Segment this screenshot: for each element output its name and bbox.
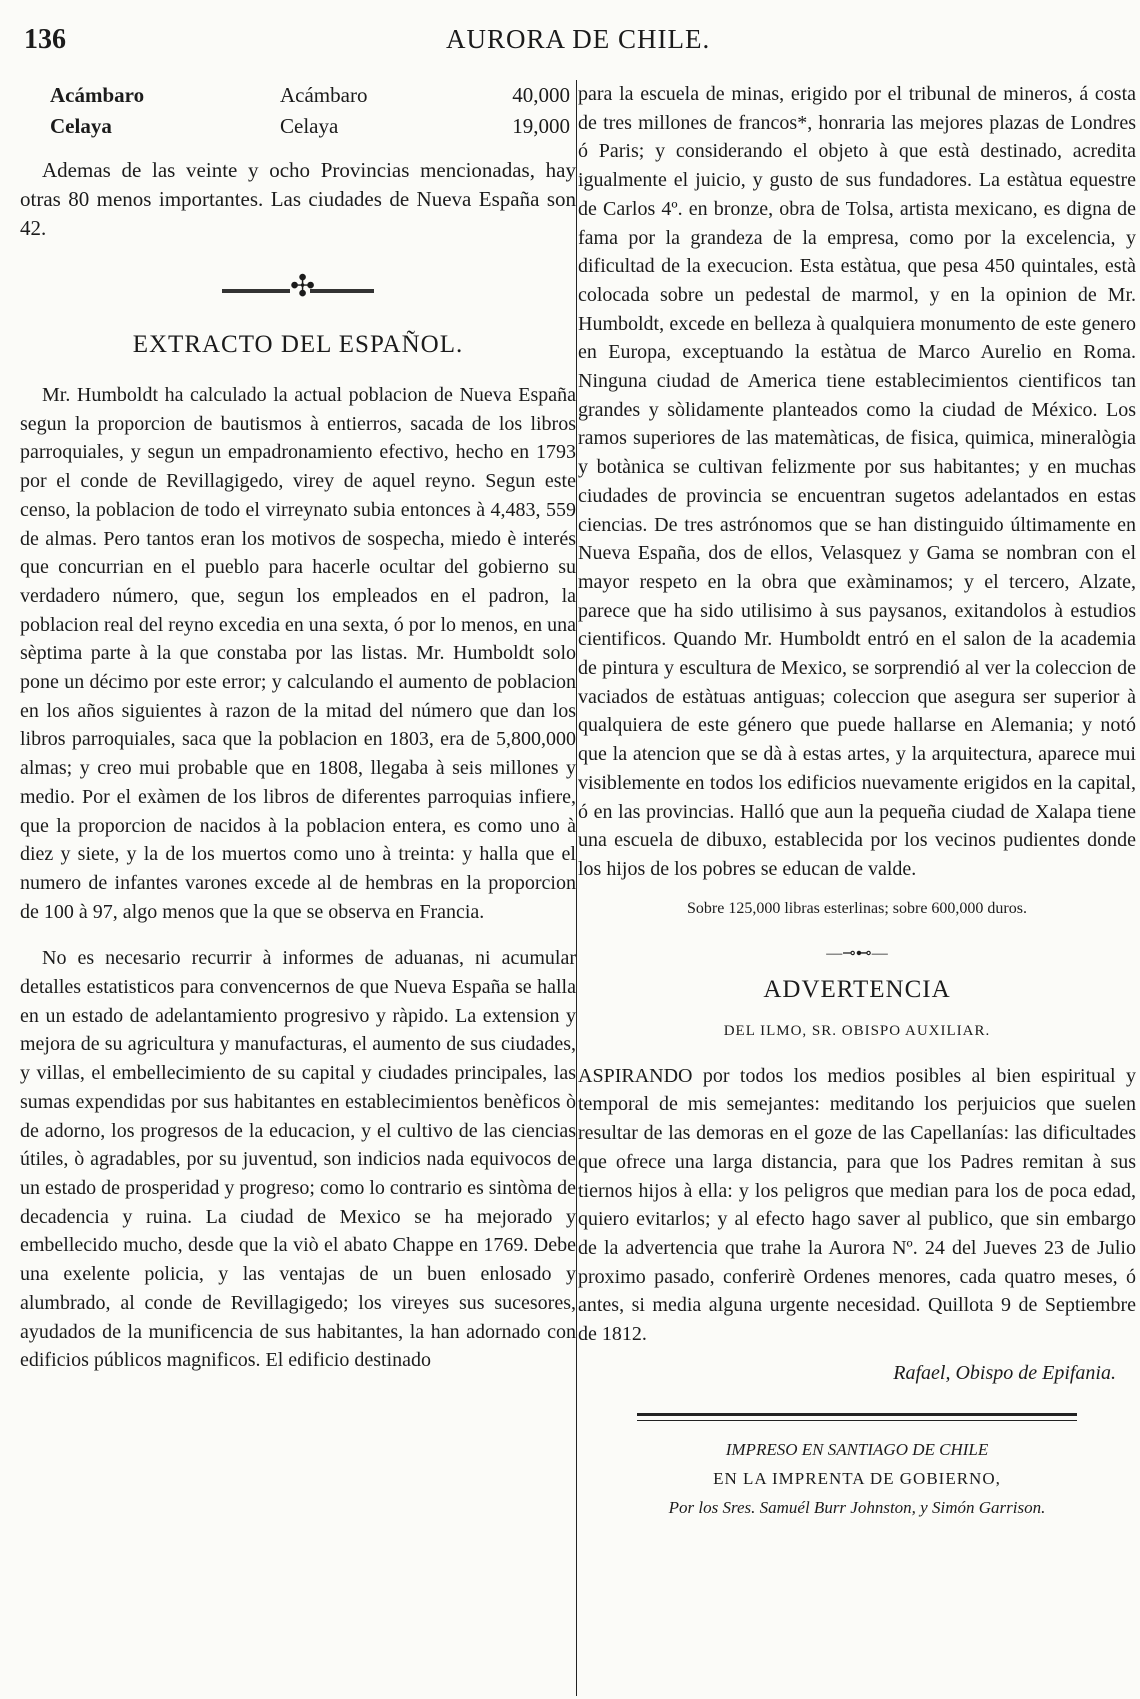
- intro-paragraph: Ademas de las veinte y ocho Provincias mencionadas, hay otras 80 menos importantes. Las ciudades de Nueva España son 42.: [20, 158, 576, 240]
- right-column: [578, 80, 1136, 1699]
- table-cell-city: Acámbaro: [50, 83, 145, 107]
- advertencia-paragraph: ASPIRANDO por todos los medios posibles al bien espiritual y temporal de mis semejantes: meditando los perjuicios que suelen resultar de las demoras en el goze de las Capellanías: las dificultades que ofrece una larga distancia, para que los Padres remitan à sus tiernos hijos à ella: y los peligros que median para los de poca edad, quiero evitarlos; y al efecto hago saver al publico, que sin embargo de la advertencia que trahe la Aurora Nº. 24 del Jueves 23 de Julio proximo pasado, conferirè Ordenes menores, cada quatro meses, ó antes, si media alguna urgente necesidad. Quillota 9 de Septiembre de 1812.: [578, 1064, 1136, 1346]
- population-table: [50, 80, 570, 142]
- footnote: Sobre 125,000 libras esterlinas; sobre 600,000 duros.: [687, 899, 1027, 917]
- decorative-ornament: [20, 270, 576, 305]
- table-cell-region: Acámbaro: [280, 83, 368, 107]
- page-header: [0, 24, 1140, 64]
- table-row: [50, 111, 570, 142]
- article-paragraph: Mr. Humboldt ha calculado la actual poblacion de Nueva España segun la proporcion de bautismos à entierros, sacada de los libros parroquiales, y segun un empadronamiento efectivo, hecho en 1793 por el conde de Revillagigedo, virey de aquel reyno. Segun este censo, la poblacion de todo el virreynato subia entonces à 4,483, 559 de almas. Pero tantos eran los motivos de sospecha, miedo è interés que concurrian en el pueblo para hacerle ocultar del gobierno su verdadero número, que, segun los empleados en el padron, la poblacion real del reyno excedia en una sexta, ó por lo menos, en una sèptima parte à la que constaba por las listas. Mr. Humboldt solo pone un décimo por este error; y calculando el aumento de poblacion en los años siguientes à razon de la mitad del número que dan los libros parroquiales, saca que la poblacion en 1803, era de 5,800,000 almas; y creo mui probable que en 1808, llegaba à seis millones y medio. Por el exàmen de los libros de diferentes parroquias infiere, que la proporcion de nacidos à la poblacion entera, es como uno à diez y siete, y la de los muertos como uno à treinta: y halla que el numero de infantes varones excede al de hembras en la proporcion de 100 à 97, algo menos que la que se observa en Francia.: [20, 384, 576, 923]
- table-cell-value: 19,000: [512, 114, 570, 138]
- advertencia-title: ADVERTENCIA: [763, 975, 951, 1003]
- table-cell-value: 40,000: [512, 83, 570, 107]
- column-divider: [576, 80, 577, 1696]
- imprint-line: IMPRESO EN SANTIAGO DE CHILE: [725, 1439, 989, 1459]
- table-row: [50, 80, 570, 111]
- advertencia-subtitle: DEL ILMO, SR. OBISPO AUXILIAR.: [723, 1022, 991, 1039]
- section-title: EXTRACTO DEL ESPAÑOL.: [132, 331, 464, 358]
- paragraph-spacer: [20, 926, 576, 944]
- ornament-icon: ✣: [290, 270, 316, 303]
- small-ornament-icon: —⊸⊷—: [826, 944, 888, 962]
- signature: Rafael, Obispo de Epifania.: [893, 1361, 1116, 1384]
- imprint-line: Por los Sres. Samuél Burr Johnston, y Simón Garrison.: [668, 1497, 1046, 1517]
- page-number: 136: [24, 24, 66, 55]
- imprint-rule: [637, 1413, 1077, 1421]
- left-column: [20, 80, 576, 1699]
- continued-article-paragraph: para la escuela de minas, erigido por el tribunal de mineros, á costa de tres millones de francos*, honraria las mejores plazas de Londres ó Paris; y considerando el objeto à que està destinado, acredita igualmente el juicio, y gusto de sus fundadores. La estàtua equestre de Carlos 4º. en bronze, obra de Tolsa, artista mexicano, es digna de fama por la grandeza de la empresa, como por la excelencia, y dificultad de la execucion. Esta estàtua, que pesa 450 quintales, està colocada sobre un pedestal de marmol, y en la opinion de Mr. Humboldt, excede en belleza à qualquiera monumento de este genero en Europa, exceptuando la estàtua de Marco Aurelio en Roma. Ninguna ciudad de America tiene establecimientos cientificos tan grandes y sòlidamente planteados como la ciudad de México. Los ramos superiores de las matemàticas, de fisica, quimica, mineralògia y botànica se cultivan felizmente por sus habitantes; y en muchas ciudades de provincia se encuentran sugetos adelantados en estas ciencias. De tres astrónomos que se han distinguido últimamente en Nueva España, dos de ellos, Velasquez y Gama se nombran con el mayor respeto en la obra que exàminamos; y el tercero, Alzate, parece que ha sido utilisimo à sus paysanos, exitandolos à estudios cientificos. Quando Mr. Humboldt entró en el salon de la academia de pintura y escultura de Mexico, se sorprendió al ver la coleccion de vaciados de estàtuas antiguas; coleccion que asegura ser superior à qualquiera de este género que puede hallarse en Alemania; y notó que la atencion que se dà à estas artes, y la arquitectura, aparece mui visiblemente en todos los edificios nuevamente erigidos en la capital, ó en las provincias. Halló que aun la pequeña ciudad de Xalapa tiene una escuela de dibuxo, establecida por los vecinos pudientes donde los hijos de los pobres se educan de valde.: [578, 83, 1136, 880]
- imprint-line: EN LA IMPRENTA DE GOBIERNO,: [713, 1468, 1001, 1488]
- imprint-block: [578, 1435, 1136, 1522]
- table-cell-region: Celaya: [280, 114, 339, 138]
- running-head-title: AURORA DE CHILE.: [446, 24, 711, 54]
- table-cell-city: Celaya: [50, 114, 112, 138]
- article-paragraph: No es necesario recurrir à informes de aduanas, ni acumular detalles estatisticos para convencernos de que Nueva España se halla en un estado de adelantamiento progresivo y ràpido. La extension y mejora de su agricultura y manufacturas, el aumento de sus ciudades, y villas, el embellecimiento de su capital y ciudades principales, las sumas expendidas por sus habitantes en establecimientos benèficos ò de adorno, los progresos de la educacion, y el cultivo de las ciencias útiles, ò agradables, por su juventud, son indicios nada equivocos de un estado de prosperidad y progreso; como lo contrario es sintòma de decadencia y ruina. La ciudad de Mexico se ha mejorado y embellecido mucho, desde que la viò el abato Chappe en 1769. Debe una exelente policia, y las ventajas de un buen enlosado y alumbrado, al conde de Revillagigedo; los vireyes sus sucesores, ayudados de la munificencia de sus habitantes, la han adornado con edificios públicos magnificos. El edificio destinado: [20, 947, 576, 1372]
